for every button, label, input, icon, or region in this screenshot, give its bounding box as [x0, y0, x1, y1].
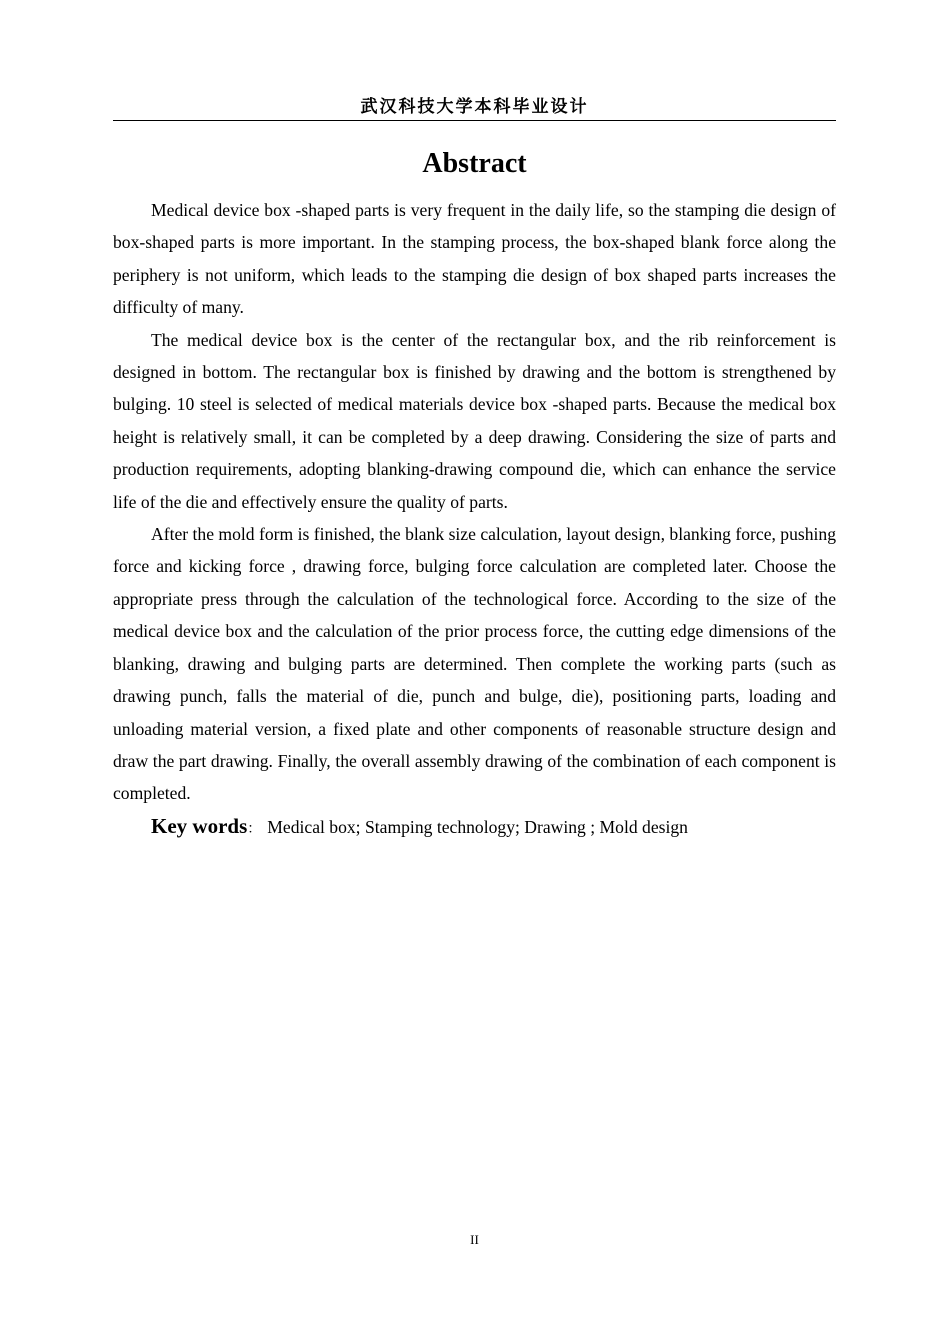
- running-header: 武汉科技大学本科毕业设计: [113, 94, 836, 121]
- abstract-title: Abstract: [422, 148, 527, 179]
- keywords-line: [113, 810, 836, 846]
- abstract-paragraph-2: The medical device box is the center of the rectangular box, and the rib reinforcement is designed in bottom. The rectangular box is finished by drawing and the bottom is strengthened by bulging. 10 steel is selected of medical materials device box -shaped parts. Because the medical box height is relatively small, it can be completed by a deep drawing. Considering the size of parts and production requirements, adopting blanking-drawing compound die, which can enhance the service life of the die and effectively ensure the quality of parts.: [113, 329, 836, 512]
- keywords-text: Medical box; Stamping technology; Drawing ; Mold design: [267, 816, 688, 837]
- keywords-label: Key words: [151, 813, 248, 838]
- abstract-paragraph-3: After the mold form is finished, the blank size calculation, layout design, blanking force, pushing force and kicking force , drawing force, bulging force calculation are completed later. Choose the appropriate press through the calculation of the technological force. According to the size of the medical device box and the calculation of the prior process force, the cutting edge dimensions of the blanking, drawing and bulging parts are determined. Then complete the working parts (such as drawing punch, falls the material of die, punch and bulge, die), positioning parts, loading and unloading material version, a fixed plate and other components of reasonable structure design and draw the part drawing. Finally, the overall assembly drawing of the combination of each component is completed.: [113, 524, 837, 804]
- abstract-paragraph-1: Medical device box -shaped parts is very frequent in the daily life, so the stamping die design of box-shaped parts is more important. In the stamping process, the box-shaped blank force along the periphery is not uniform, which leads to the stamping die design of box shaped parts increases the difficulty of many.: [113, 200, 836, 318]
- page-number: II: [470, 1232, 479, 1247]
- abstract-body: [113, 194, 836, 846]
- keywords-separator: ：: [247, 821, 262, 837]
